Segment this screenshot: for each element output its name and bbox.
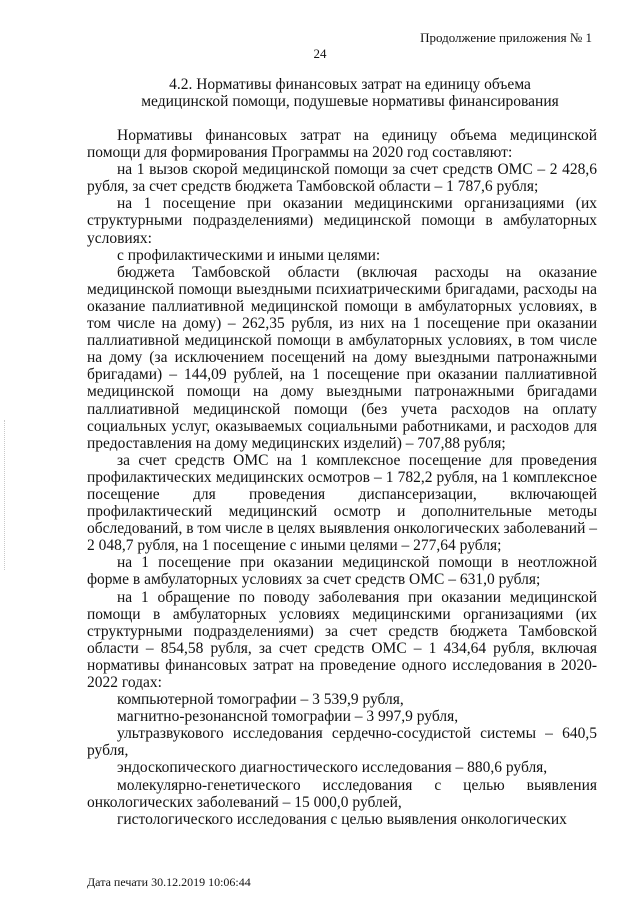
list-item-histological: гистологического исследования с целью выявления онкологических: [117, 810, 567, 828]
scan-margin-mark: [4, 420, 11, 570]
section-heading-line-2: медицинской помощи, подушевые нормативы финансирования: [141, 93, 559, 110]
list-item-ct: компьютерной томографии – 3 539,9 рубля,: [117, 691, 404, 709]
list-item-ultrasound: ультразвукового исследования сердечно-сосудистой системы – 640,5 рубля,: [87, 725, 597, 760]
paragraph-disease-appeal: на 1 обращение по поводу заболевания при оказании медицинской помощи в амбулаторных условиях медицинскими организациями (их структурными подразделениями) за счет средств бюджета Тамбовской области – 854,58 рубля, за счет средств ОМС – 1 434,64 рубля, включая нормативы финансовых затрат на проведение одного исследования в 2020-2022 годах:: [87, 588, 597, 691]
paragraph-preventive-purposes: с профилактическими и иными целями:: [117, 246, 381, 264]
paragraph-outpatient-visit: на 1 посещение при оказании медицинскими организациями (их структурными подразделениями) медицинской помощи в амбулаторных условиях:: [87, 195, 597, 247]
print-date-footer: Дата печати 30.12.2019 10:06:44: [87, 875, 251, 889]
list-item-molecular-genetic: молекулярно-генетического исследования с целью выявления онкологических заболеваний – 15 000,0 рублей,: [87, 776, 597, 811]
list-item-endoscopy: эндоскопического диагностического исследования – 880,6 рубля,: [117, 759, 548, 777]
appendix-continuation-label: Продолжение приложения № 1: [420, 30, 592, 45]
section-heading: [100, 76, 600, 110]
paragraph-intro: Нормативы финансовых затрат на единицу объема медицинской помощи для формирования Программы на 2020 год составляют:: [87, 127, 597, 162]
page-number: 24: [313, 46, 327, 61]
paragraph-oms-comprehensive-visit: за счет средств ОМС на 1 комплексное посещение для проведения профилактических медицинских осмотров – 1 782,2 рубля, на 1 комплексное посещение для проведения диспансеризации, включающей профилактический медицинский осмотр и дополнительные методы обследований, в том числе в целях выявления онкологических заболеваний – 2 048,7 рубля, на 1 посещение с иными целями – 277,64 рубля;: [87, 451, 598, 555]
paragraph-regional-budget: бюджета Тамбовской области (включая расходы на оказание медицинской помощи выездными психиатрическими бригадами, расходы на оказание паллиативной медицинской помощи в амбулаторных условиях, в том числе на дому) – 262,35 рубля, из них на 1 посещение при оказании паллиативной медицинской помощи в амбулаторных условиях, в том числе на дому (за исключением посещений на дому выездными патронажными бригадами) – 144,09 рублей, на 1 посещение при оказании паллиативной медицинской помощи на дому выездными патронажными бригадами паллиативной медицинской помощи (без учета расходов на оплату социальных услуг, оказываемых социальными работниками, и расходов для предоставления на дому медицинских изделий) – 707,88 рубля;: [87, 263, 597, 452]
list-item-mri: магнитно-резонансной томографии – 3 997,9 рубля,: [117, 708, 459, 726]
paragraph-ambulance-call: на 1 вызов скорой медицинской помощи за счет средств ОМС – 2 428,6 рубля, за счет средств бюджета Тамбовской области – 1 787,6 рубля;: [87, 161, 597, 196]
section-heading-line-1: 4.2. Нормативы финансовых затрат на единицу объема: [169, 76, 531, 93]
document-body: [87, 127, 597, 828]
paragraph-urgent-care: на 1 посещение при оказании медицинской помощи в неотложной форме в амбулаторных условиях за счет средств ОМС – 631,0 рубля;: [87, 554, 597, 589]
